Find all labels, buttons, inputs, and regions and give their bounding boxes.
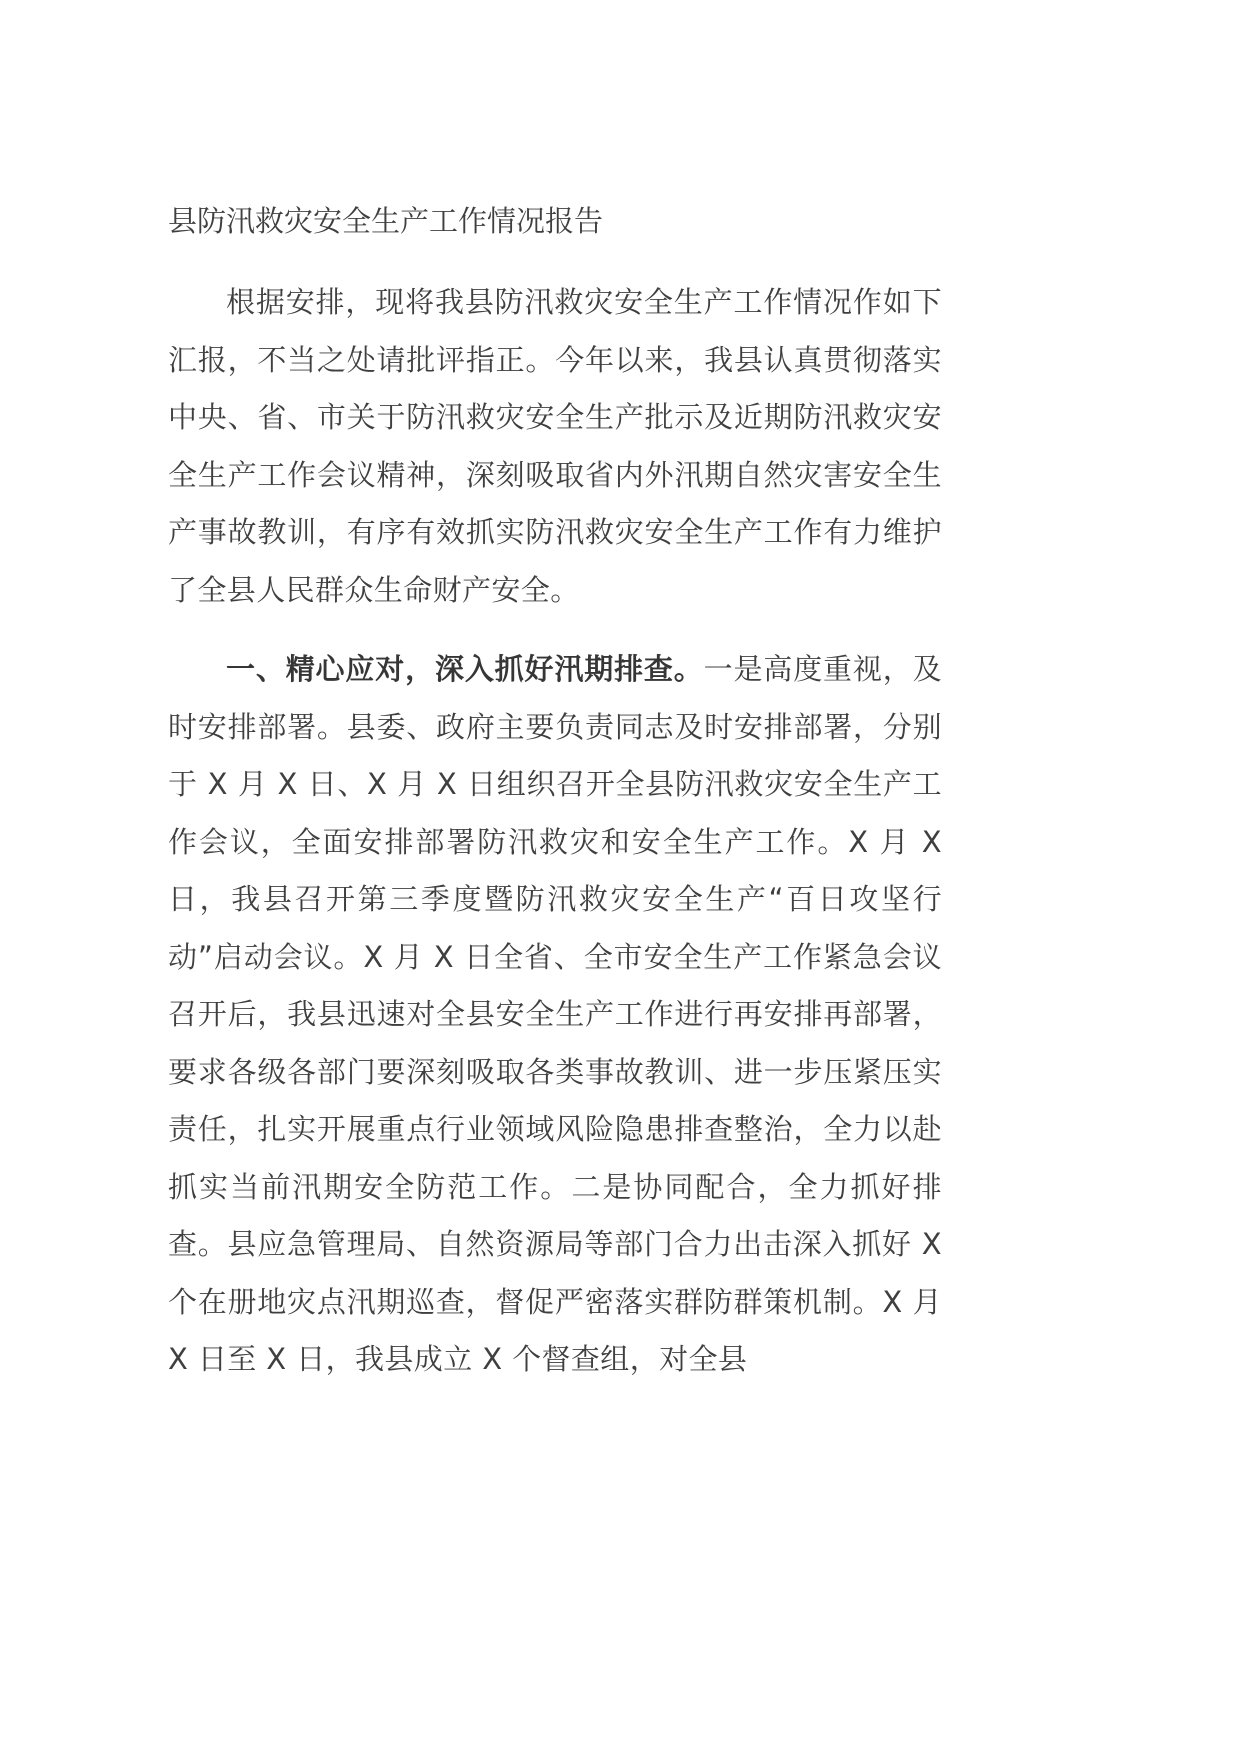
paragraph-text: 根据安排，现将我县防汛救灾安全生产工作情况作如下汇报，不当之处请批评指正。今年以来，我县认真贯彻落实中央、省、市关于防汛救灾安全生产批示及近期防汛救灾安全生产工作会议精神，深刻吸取省内外汛期自然灾害安全生产事故教训，有序有效抓实防汛救灾安全生产工作有力维护了全县人民群众生命财产安全。 — [168, 285, 942, 607]
paragraph-text: 一是高度重视，及时安排部署。县委、政府主要负责同志及时安排部署，分别于 X 月 X 日、X 月 X 日组织召开全县防汛救灾安全生产工作会议，全面安排部署防汛救灾和安全生产工作。X 月 X 日，我县召开第三季度暨防汛救灾安全生产“百日攻坚行动”启动会议。X 月 X 日全省、全市安全生产工作紧急会议召开后，我县迅速对全县安全生产工作进行再安排再部署，要求各级各部门要深刻吸取各类事故教训、进一步压紧压实责任，扎实开展重点行业领域风险隐患排查整治，全力以赴抓实当前汛期安全防范工作。二是协同配合，全力抓好排查。县应急管理局、自然资源局等部门合力出击深入抓好 X 个在册地灾点汛期巡查，督促严密落实群防群策机制。X 月 X 日至 X 日，我县成立 X 个督查组，对全县 — [168, 652, 943, 1376]
section-heading: 一、精心应对，深入抓好汛期排查。 — [226, 652, 704, 686]
document-page — [168, 196, 942, 1411]
document-title: 县防汛救灾安全生产工作情况报告 — [168, 204, 604, 238]
paragraph-intro — [168, 274, 942, 619]
paragraph-section-1 — [168, 641, 942, 1389]
